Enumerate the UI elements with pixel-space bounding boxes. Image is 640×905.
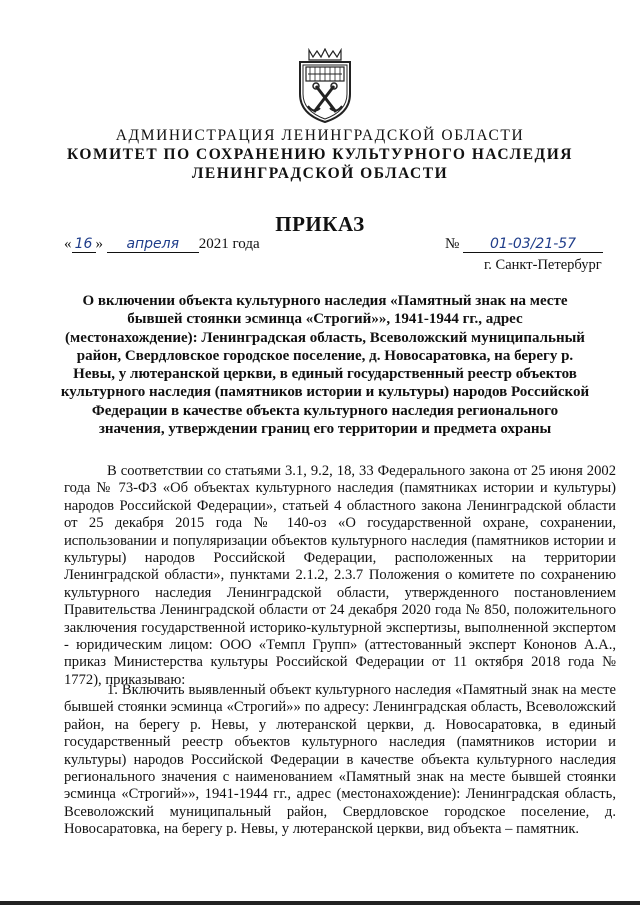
document-type-heading: ПРИКАЗ <box>275 212 365 236</box>
paragraph-text: В соответствии со статьями 3.1, 9.2, 18, 33 Федерального закона от 25 июня 2002 года № 73-ФЗ «Об объектах культурного наследия (памятниках истории и культуры) народов Российской Федерации», статьей 4 областного закона Ленинградской области от 25 декабря 2015 года № 140-оз «О государственной охране, сохранении, использовании и популяризации объектов культурного наследия (памятников истории и культуры) народов Российской Федерации, расположенных на территории Ленинградской области», пунктами 2.1.2, 2.3.7 Положения о комитете по сохранению культурного наследия Ленинградской области, утвержденного постановлением Правительства Ленинградской области от 24 декабря 2020 года № 850, положительного заключения государственной историко-культурной экспертизы, выполненной экспертом - юридическим лицом: ООО «Темпл Групп» (аттестованный эксперт Кононов А.А., приказ Министерства культуры Российской Федерации от 11 октября 2018 года № 1772), приказываю: <box>64 463 616 688</box>
document-date <box>64 236 260 253</box>
administration-name: АДМИНИСТРАЦИЯ ЛЕНИНГРАДСКОЙ ОБЛАСТИ <box>115 127 525 144</box>
date-month: апреля <box>107 236 199 253</box>
document-city: г. Санкт-Петербург <box>484 257 602 273</box>
order-title: О включении объекта культурного наследия «Памятный знак на месте бывшей стоянки эсминца «Строгий»», 1941-1944 гг., адрес (местонахождение): Ленинградская область, Всеволожский муниципальный район, Свердловское городское поселение, д. Новосаратовка, на берегу р. Невы, у лютеранской церкви, в единый государственный реестр объектов культурного наследия (памятников истории и культуры) народов Российской Федерации в качестве объекта культурного наследия регионального значения, утверждении границ его территории и предмета охраны <box>60 293 590 438</box>
document-number <box>445 236 603 253</box>
coat-of-arms-emblem <box>296 48 354 124</box>
scan-bottom-border <box>0 901 640 905</box>
committee-region: ЛЕНИНГРАДСКОЙ ОБЛАСТИ <box>191 165 449 182</box>
clause-1-paragraph <box>64 682 616 839</box>
preamble-paragraph <box>64 463 616 689</box>
committee-name: КОМИТЕТ ПО СОХРАНЕНИЮ КУЛЬТУРНОГО НАСЛЕДИЯ <box>67 146 573 163</box>
date-quote-open: « <box>64 236 72 252</box>
date-quote-close: » <box>95 236 103 252</box>
number-sign: № <box>445 236 460 252</box>
paragraph-text: 1. Включить выявленный объект культурного наследия «Памятный знак на месте бывшей стоянки эсминца «Строгий»» по адресу: Ленинградская область, Всеволожский район, на берегу р. Невы, у лютеранской церкви, д. Новосаратовка, в единый государственный реестр объектов культурного наследия (памятников истории и культуры) народов Российской Федерации в качестве объекта культурного наследия регионального значения с наименованием «Памятный знак на месте бывшей стоянки эсминца «Строгий»», 1941-1944 гг., адрес (местонахождение): Ленинградская область, Всеволожский муниципальный район, Свердловское городское поселение, д. Новосаратовка, на берегу р. Невы, у лютеранской церкви, вид объекта – памятник. <box>64 682 616 838</box>
date-day: 16 <box>72 236 96 253</box>
date-year: 2021 года <box>198 236 260 252</box>
number-value: 01-03/21-57 <box>463 236 603 253</box>
